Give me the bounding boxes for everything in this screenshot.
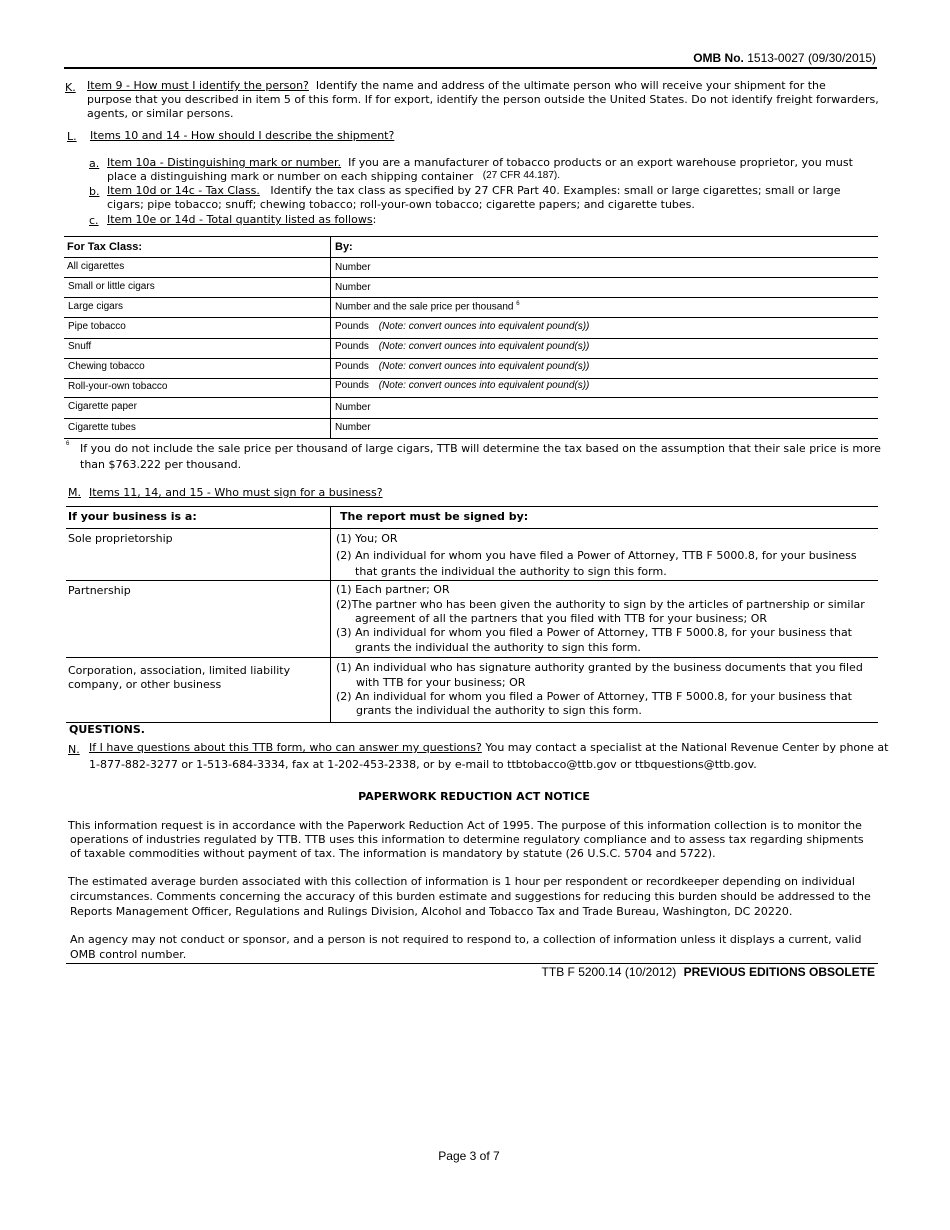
item-c-letter: c.: [89, 214, 99, 227]
paperwork-p3-line1: An agency may not conduct or sponsor, and a person is not required to respond to, a collection of information unless it displays a current, valid: [70, 933, 862, 946]
section-k-letter: K.: [65, 81, 76, 94]
item-a-text2: place a distinguishing mark or number on each shipping container: [107, 170, 474, 183]
item-a-line1: [107, 156, 853, 170]
tax-row-class: Snuff: [68, 341, 92, 352]
item-a-cite: (27 CFR 44.187).: [482, 170, 561, 181]
section-k-heading: Item 9 - How must I identify the person?: [87, 79, 309, 92]
omb-label: OMB No.: [693, 51, 744, 65]
partnership-signer-1: (1) Each partner; OR: [336, 583, 450, 596]
footnote-line1: If you do not include the sale price per thousand of large cigars, TTB will determine the tax based on the assumption that their sale price is more: [80, 442, 881, 455]
paperwork-p2-line2: circumstances. Comments concerning the accuracy of this burden estimate and suggestions for reducing this burden should be addressed to the: [70, 890, 871, 903]
tax-row-by: [335, 321, 589, 332]
section-k-line1: [87, 79, 826, 93]
tax-row-rule: [64, 378, 878, 379]
page-number: Page 3 of 7: [438, 1149, 500, 1163]
tax-row-by: [335, 380, 589, 391]
tax-row-class: Cigarette paper: [68, 401, 137, 412]
tax-row-class: Chewing tobacco: [68, 361, 145, 372]
item-b-heading: Item 10d or 14c - Tax Class.: [107, 184, 260, 197]
tax-table-bottom-rule: [64, 438, 878, 439]
business-type-sole: Sole proprietorship: [68, 532, 173, 545]
item-b-text2: cigars; pipe tobacco; snuff; chewing tobacco; roll-your-own tobacco; cigarette papers; and cigarette tubes.: [107, 198, 695, 211]
item-a-letter: a.: [89, 157, 100, 170]
tax-row-by-text: Pounds: [335, 321, 369, 332]
tax-row-class: Small or little cigars: [68, 281, 155, 292]
footnote-line2: than $763.222 per thousand.: [80, 458, 242, 471]
tax-row-class: Large cigars: [68, 301, 124, 312]
corp-signer-1-text: An individual who has signature authority granted by the business documents that you filed: [355, 661, 863, 674]
sign-header-rule: [66, 528, 878, 529]
tax-col1-header: For Tax Class:: [67, 241, 142, 253]
item-c-heading: Item 10e or 14d - Total quantity listed as follows: [107, 213, 373, 226]
section-n-text1: You may contact a specialist at the National Revenue Center by phone at: [485, 741, 889, 754]
tax-row-by-text: Pounds: [335, 361, 369, 372]
paperwork-p2-line1: The estimated average burden associated with this collection of information is 1 hour per respondent or recordkeeper depending on individual: [68, 875, 855, 888]
ounces-note: (Note: convert ounces into equivalent pound(s)): [378, 361, 590, 372]
partnership-signer-2-cont: agreement of all the partners that you filed with TTB for your business; OR: [355, 612, 768, 625]
tax-table-top-rule: [64, 236, 878, 237]
header-rule: [64, 67, 877, 69]
business-type-corporation: Corporation, association, limited liability: [68, 664, 291, 677]
item-b-text1: Identify the tax class as specified by 27 CFR Part 40. Examples: small or large cigarettes; small or large: [270, 184, 841, 197]
section-m-letter: M.: [68, 486, 81, 499]
section-m-heading: Items 11, 14, and 15 - Who must sign for a business?: [89, 486, 383, 499]
item-c-colon: :: [372, 213, 377, 226]
tax-row-rule: [64, 338, 878, 339]
omb-header: [693, 51, 876, 65]
sign-row-rule: [66, 657, 878, 658]
sign-table-divider: [330, 506, 331, 722]
tax-row-rule: [64, 397, 878, 398]
tax-row-rule: [64, 418, 878, 419]
partnership-signer-3-cont: grants the individual the authority to sign this form.: [355, 641, 641, 654]
sole-signer-1: (1) You; OR: [336, 532, 398, 545]
section-k-text1: Identify the name and address of the ultimate person who will receive your shipment for the: [315, 79, 826, 92]
corp-signer-1-cont: with TTB for your business; OR: [356, 676, 526, 689]
corp-signer-1: [336, 661, 863, 675]
sign-row-rule: [66, 580, 878, 581]
tax-row-class: All cigarettes: [67, 261, 125, 272]
partnership-signer-2-text: The partner who has been given the authority to sign by the articles of partnership or similar: [351, 598, 865, 611]
tax-row-class: Cigarette tubes: [68, 422, 136, 433]
tax-row-by: Number: [335, 422, 371, 433]
tax-row-rule: [64, 297, 878, 298]
tax-row-by-text: Pounds: [335, 341, 369, 352]
tax-row-rule: [64, 277, 878, 278]
paperwork-p1-line1: This information request is in accordance with the Paperwork Reduction Act of 1995. The purpose of this information collection is to monitor the: [68, 819, 862, 832]
section-k-text2: purpose that you described in item 5 of this form. If for export, identify the person outside the United States. Do not identify freight forwarders,: [87, 93, 879, 106]
tax-row-by: [335, 301, 520, 312]
tax-row-by: Number: [335, 282, 371, 293]
partnership-signer-2: [336, 598, 865, 612]
ounces-note: (Note: convert ounces into equivalent pound(s)): [378, 341, 590, 352]
corp-signer-2: (2) An individual for whom you filed a Power of Attorney, TTB F 5000.8, for your business that: [336, 690, 852, 703]
paperwork-p1-line3: of taxable commodities without payment of tax. The information is mandatory by statute (26 U.S.C. 5704 and 5722).: [70, 847, 716, 860]
section-n-line1: [89, 741, 888, 755]
section-l-heading: Items 10 and 14 - How should I describe the shipment?: [90, 129, 395, 142]
item-a-text1: If you are a manufacturer of tobacco products or an export warehouse proprietor, you must: [348, 156, 853, 169]
corp-signer-1-num: (1): [336, 661, 352, 674]
footer-rule: [66, 963, 878, 964]
tax-row-rule: [64, 257, 878, 258]
paperwork-p2-line3: Reports Management Officer, Regulations and Rulings Division, Alcohol and Tobacco Tax and Trade Bureau, Washington, DC 20220.: [70, 905, 793, 918]
footer-form-id-line: [542, 965, 875, 979]
tax-col2-header: By:: [335, 241, 353, 253]
item-b-line1: [107, 184, 841, 198]
business-type-corporation-cont: company, or other business: [68, 678, 222, 691]
section-n-text2: 1-877-882-3277 or 1-513-684-3334, fax at 1-202-453-2338, or by e-mail to ttbtobacco@ttb.gov or ttbquestions@ttb.gov.: [89, 758, 757, 771]
item-c-line: [107, 213, 376, 227]
footer-obsolete: PREVIOUS EDITIONS OBSOLETE: [683, 965, 875, 979]
item-b-letter: b.: [89, 185, 100, 198]
tax-row-by-text: Number and the sale price per thousand: [335, 301, 514, 313]
sole-signer-2-cont: that grants the individual the authority to sign this form.: [355, 565, 667, 578]
tax-row-by-text: Pounds: [335, 380, 369, 391]
partnership-signer-3: (3) An individual for whom you filed a Power of Attorney, TTB F 5000.8, for your business that: [336, 626, 852, 639]
footnote-mark: 6: [66, 441, 70, 447]
corp-signer-2-cont: grants the individual the authority to sign this form.: [356, 704, 642, 717]
tax-row-by: Number: [335, 402, 371, 413]
footer-form-id: TTB F 5200.14 (10/2012): [541, 965, 677, 979]
partnership-signer-2-num: (2): [336, 598, 352, 611]
tax-row-by: [335, 361, 589, 372]
section-n-heading: If I have questions about this TTB form, who can answer my questions?: [89, 741, 482, 754]
tax-row-rule: [64, 358, 878, 359]
item-a-line2: [107, 170, 560, 185]
tax-row-by: Number: [335, 262, 371, 273]
business-type-partnership: Partnership: [68, 584, 131, 597]
ounces-note: (Note: convert ounces into equivalent pound(s)): [378, 380, 590, 391]
sign-table-bottom-rule: [66, 722, 878, 723]
section-l-letter: L.: [67, 130, 77, 143]
questions-title: QUESTIONS.: [69, 723, 145, 736]
tax-row-rule: [64, 317, 878, 318]
sign-table-top-rule: [66, 506, 878, 507]
tax-row-by: [335, 341, 589, 352]
section-n-letter: N.: [68, 743, 80, 756]
ounces-note: (Note: convert ounces into equivalent pound(s)): [378, 321, 590, 332]
omb-number: 1513-0027 (09/30/2015): [747, 51, 876, 65]
paperwork-p1-line2: operations of industries regulated by TTB. TTB uses this information to determine regulatory compliance and to assess tax regarding shipments: [70, 833, 864, 846]
sign-col1-header: If your business is a:: [68, 510, 197, 523]
tax-row-class: Pipe tobacco: [68, 321, 126, 332]
paperwork-p3-line2: OMB control number.: [70, 948, 187, 961]
paperwork-title: PAPERWORK REDUCTION ACT NOTICE: [358, 790, 590, 803]
item-a-heading: Item 10a - Distinguishing mark or number.: [107, 156, 342, 169]
section-k-text3: agents, or similar persons.: [87, 107, 234, 120]
footnote-ref: 6: [516, 301, 520, 307]
sole-signer-2: (2) An individual for whom you have filed a Power of Attorney, TTB F 5000.8, for your business: [336, 549, 857, 562]
tax-row-class: Roll-your-own tobacco: [68, 381, 168, 392]
sign-col2-header: The report must be signed by:: [340, 510, 529, 523]
